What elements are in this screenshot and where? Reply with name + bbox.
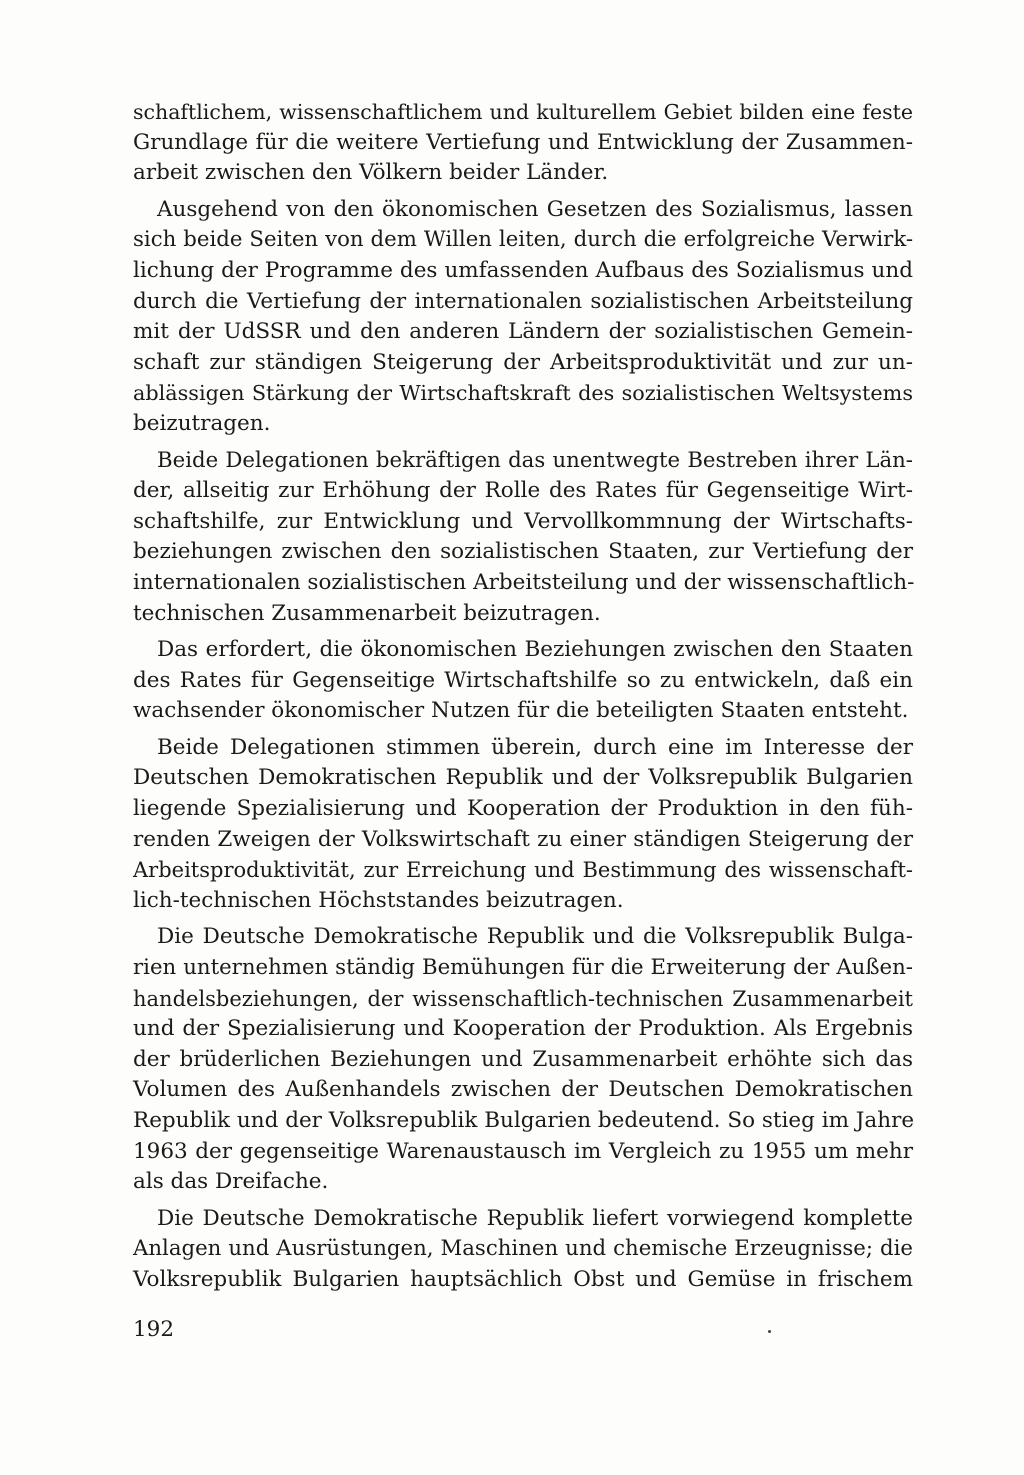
text-line: als das Dreifache. xyxy=(133,1169,329,1195)
text-line: mit der UdSSR und den anderen Ländern der sozialistischen Gemein- xyxy=(133,319,913,345)
text-line: Arbeitsproduktivität, zur Erreichung und Bestimmung des wissenschaft- xyxy=(133,858,913,883)
text-line: und der Spezialisierung und Kooperation der Produktion. Als Ergebnis xyxy=(133,1016,913,1042)
text-line: Anlagen und Ausrüstungen, Maschinen und chemische Erzeugnisse; die xyxy=(133,1236,913,1262)
text-line: rien unternehmen ständig Bemühungen für die Erweiterung der Außen- xyxy=(133,955,913,981)
text-line: Das erfordert, die ökonomischen Beziehungen zwischen den Staaten xyxy=(157,637,913,663)
text-line: lichung der Programme des umfassenden Aufbaus des Sozialismus und xyxy=(133,257,913,283)
text-line: Grundlage für die weitere Vertiefung und Entwicklung der Zusammen- xyxy=(133,129,913,155)
body-text xyxy=(133,97,913,1296)
text-line: des Rates für Gegenseitige Wirtschaftshilfe so zu entwickeln, daß ein xyxy=(133,667,913,693)
text-line: der, allseitig zur Erhöhung der Rolle des Rates für Gegenseitige Wirt- xyxy=(133,478,913,504)
paragraph xyxy=(133,1204,913,1296)
text-line: Deutschen Demokratischen Republik und der Volksrepublik Bulgarien xyxy=(133,765,913,791)
text-line: liegende Spezialisierung und Kooperation der Produktion in den füh- xyxy=(133,796,913,822)
paragraph xyxy=(133,922,913,1197)
paragraph xyxy=(133,97,913,189)
text-line: handelsbeziehungen, der wissenschaftlich-technischen Zusammenarbeit xyxy=(133,986,913,1011)
text-line: der brüderlichen Beziehungen und Zusammenarbeit erhöhte sich das xyxy=(133,1046,913,1072)
text-line: Beide Delegationen bekräftigen das unentwegte Bestreben ihrer Län- xyxy=(157,447,913,473)
text-line: beziehungen zwischen den sozialistischen Staaten, zur Vertiefung der xyxy=(133,539,913,565)
text-line: wachsender ökonomischer Nutzen für die beteiligten Staaten entsteht. xyxy=(133,698,909,724)
text-line: renden Zweigen der Volkswirtschaft zu einer ständigen Steigerung der xyxy=(133,826,913,852)
text-line: technischen Zusammenarbeit beizutragen. xyxy=(133,600,601,626)
print-speck xyxy=(768,1330,771,1333)
text-line: 1963 der gegenseitige Warenaustausch im Vergleich zu 1955 um mehr xyxy=(133,1138,913,1164)
text-line: beizutragen. xyxy=(133,410,271,436)
text-line: schaft zur ständigen Steigerung der Arbeitsproduktivität und zur un- xyxy=(133,349,913,375)
text-line: schaftlichem, wissenschaftlichem und kulturellem Gebiet bilden eine feste xyxy=(133,100,913,124)
text-line: durch die Vertiefung der internationalen sozialistischen Arbeitsteilung xyxy=(133,288,913,314)
page-number: 192 xyxy=(133,1317,175,1342)
paragraph xyxy=(133,195,913,440)
text-line: lich-technischen Höchststandes beizutragen. xyxy=(133,887,624,913)
text-line: arbeit zwischen den Völkern beider Länder. xyxy=(133,160,609,186)
text-line: Die Deutsche Demokratische Republik liefert vorwiegend komplette xyxy=(157,1205,913,1231)
text-line: internationalen sozialistischen Arbeitsteilung und der wissenschaftlich- xyxy=(133,569,915,595)
text-line: Volumen des Außenhandels zwischen der Deutschen Demokratischen xyxy=(133,1077,913,1103)
text-line: Beide Delegationen stimmen überein, durch eine im Interesse der xyxy=(157,734,913,760)
paragraph xyxy=(133,733,913,917)
text-line: ablässigen Stärkung der Wirtschaftskraft des sozialistischen Weltsystems xyxy=(133,381,913,406)
text-line: Volksrepublik Bulgarien hauptsächlich Obst und Gemüse in frischem xyxy=(133,1266,913,1292)
paragraph xyxy=(133,446,913,630)
text-line: Ausgehend von den ökonomischen Gesetzen des Sozialismus, lassen xyxy=(157,196,913,222)
text-line: Republik und der Volksrepublik Bulgarien bedeutend. So stieg im Jahre xyxy=(133,1108,915,1133)
text-line: schaftshilfe, zur Entwicklung und Vervollkommnung der Wirtschafts- xyxy=(133,508,913,534)
text-line: sich beide Seiten von dem Willen leiten, durch die erfolgreiche Verwirk- xyxy=(133,227,913,253)
text-line: Die Deutsche Demokratische Republik und die Volksrepublik Bulga- xyxy=(157,924,913,950)
paragraph xyxy=(133,635,913,727)
